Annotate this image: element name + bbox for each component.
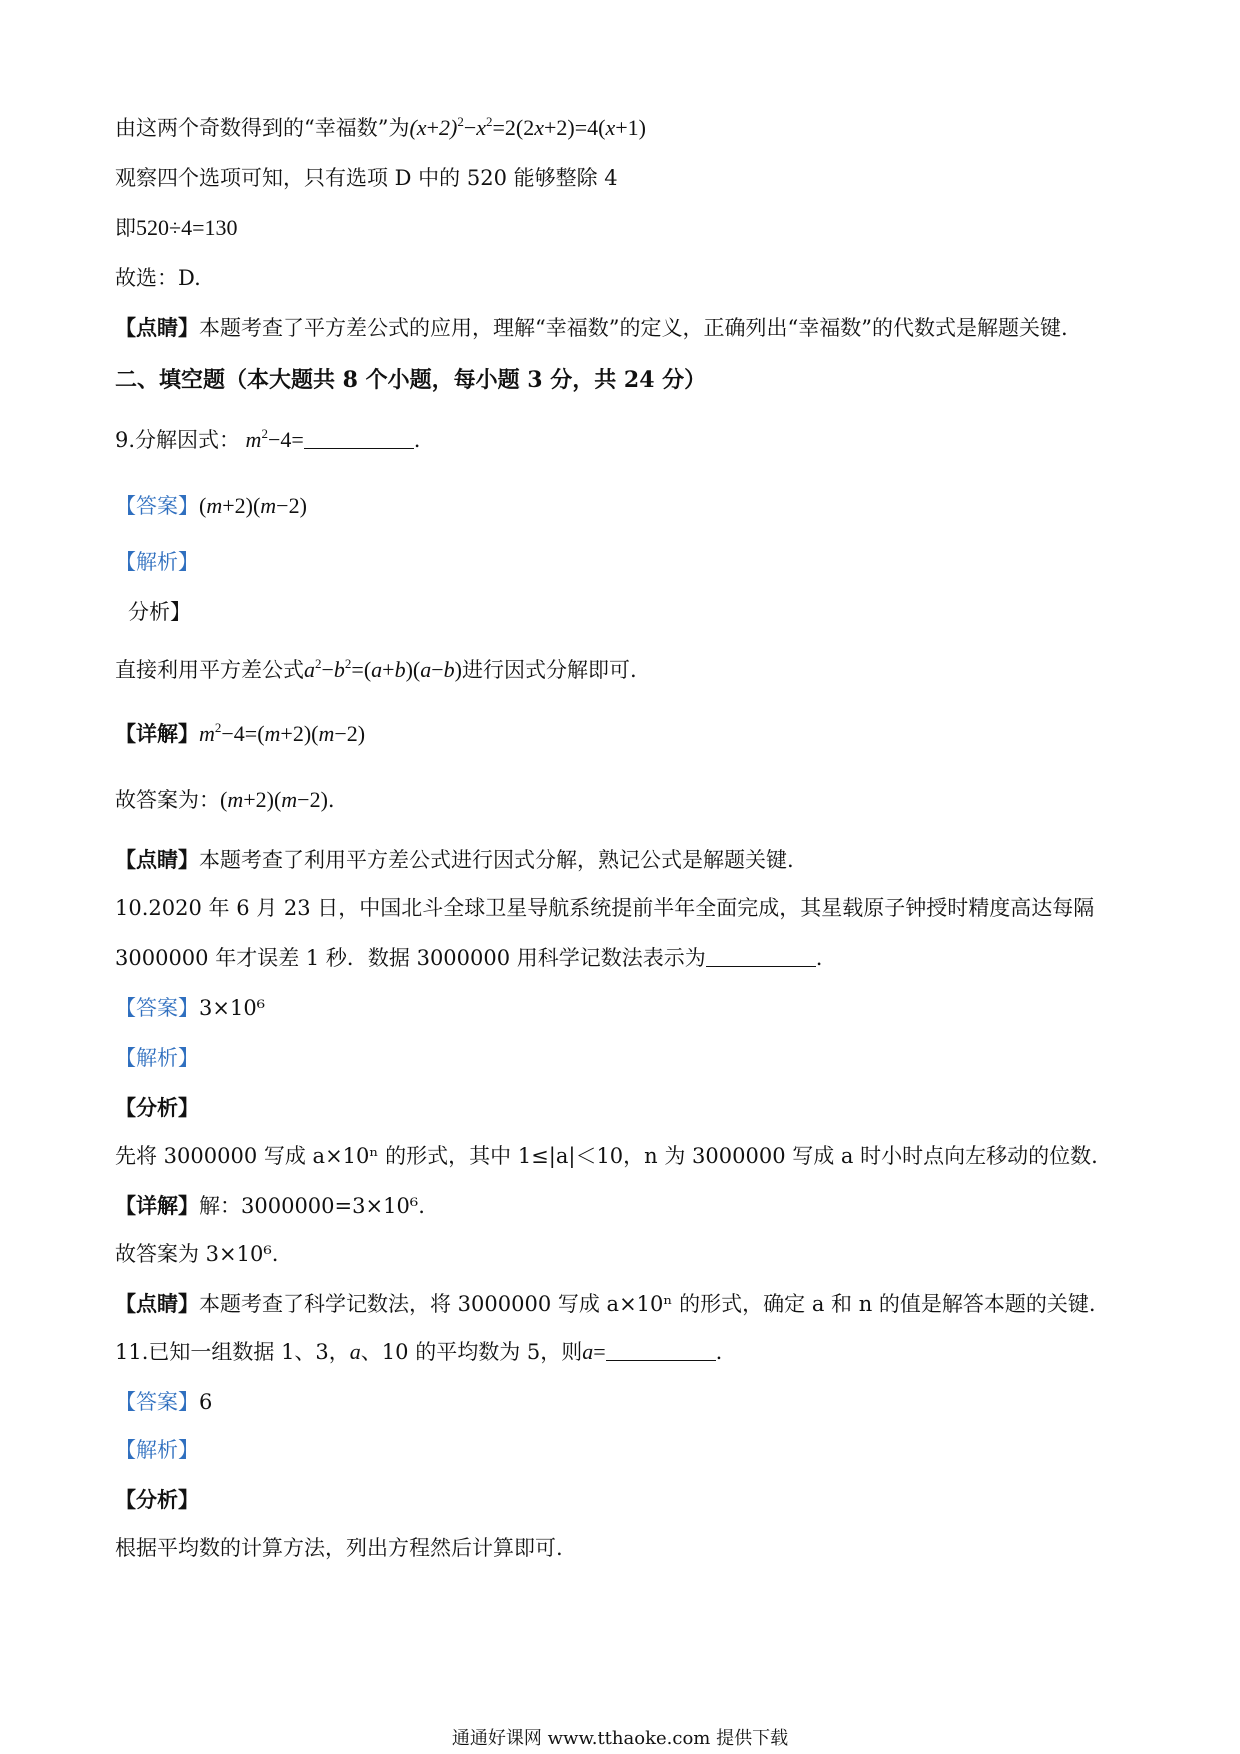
q11-sub-tag: 【分析】 — [115, 1487, 199, 1512]
q11-answer: 【答案】6 — [115, 1390, 213, 1414]
q10-answer: 【答案】3×10⁶ — [115, 996, 266, 1020]
q11-analysis: 根据平均数的计算方法，列出方程然后计算即可. — [115, 1536, 563, 1560]
q10-analysis: 先将 3000000 写成 a×10ⁿ 的形式，其中 1≤|a|＜10，n 为 3000000 写成 a 时小时点向左移动的位数. — [115, 1144, 1098, 1168]
q9-final: 故答案为：(m+2)(m−2). — [115, 787, 335, 812]
q10-analysis-tag: 【解析】 — [115, 1046, 199, 1070]
division-formula: 520÷4=130 — [136, 215, 238, 240]
intro-line-1: 由这两个奇数得到的“幸福数”为$(x+2)^2-x^2=2(2x+2)=4(x+1)$ — [115, 114, 646, 140]
choice-line: 故选：D. — [115, 266, 201, 290]
q11-formula: a= — [582, 1339, 606, 1364]
section-title: 二、填空题（本大题共 8 个小题，每小题 3 分，共 24 分） — [115, 367, 707, 393]
q10-review: 【点睛】本题考查了科学记数法，将 3000000 写成 a×10ⁿ 的形式，确定 a 和 n 的值是解答本题的关键. — [115, 1291, 1096, 1316]
happy-number-formula: $(x+2)^2-x^2=2(2x+2)=4(x+1)$ — [409, 114, 646, 140]
review-line-q8: 【点睛】本题考查了平方差公式的应用，理解“幸福数”的定义，正确列出“幸福数”的代数式是解题关键. — [115, 315, 1068, 340]
q9-detail: 【详解】$m^2-4=(m+2)(m-2)$ — [115, 720, 366, 746]
q11-variable: a — [349, 1339, 361, 1364]
q9-review: 【点睛】本题考查了利用平方差公式进行因式分解，熟记公式是解题关键. — [115, 847, 794, 872]
intro-line-3: 即520÷4=130 — [115, 215, 238, 240]
q10-answer-blank — [706, 944, 816, 967]
q9-detail-formula: $m^2-4=(m+2)(m-2)$ — [199, 720, 366, 746]
q11-answer-blank — [606, 1338, 716, 1361]
q11-question: 11.已知一组数据 1、3，a、10 的平均数为 5，则a= . — [115, 1339, 723, 1364]
q10-detail: 【详解】解：3000000=3×10⁶. — [115, 1193, 425, 1218]
q10-question-line1: 10.2020 年 6 月 23 日，中国北斗全球卫星导航系统提前半年全面完成，其星载原子钟授时精度高达每隔 — [115, 896, 1095, 920]
q9-answer: 【答案】(m+2)(m−2) — [115, 493, 307, 518]
q10-sub-tag: 【分析】 — [115, 1095, 199, 1120]
q9-formula: $m^2-4=$ — [240, 426, 304, 452]
q10-final: 故答案为 3×10⁶. — [115, 1242, 279, 1266]
q9-analysis: 直接利用平方差公式$a^2-b^2=(a+b)(a-b)$进行因式分解即可. — [115, 656, 637, 682]
q10-question-line2: 3000000 年才误差 1 秒．数据 3000000 用科学记数法表示为 . — [115, 946, 823, 970]
q9-analysis-tag: 【解析】 — [115, 550, 199, 574]
q9-final-formula: (m+2)(m−2) — [220, 787, 328, 812]
q9-answer-formula: (m+2)(m−2) — [199, 493, 307, 518]
q9-answer-blank — [304, 426, 414, 449]
q11-analysis-tag: 【解析】 — [115, 1438, 199, 1462]
q9-question: 9.分解因式： $m^2-4=$ . — [115, 426, 421, 452]
difference-of-squares-formula: $a^2-b^2=(a+b)(a-b)$ — [304, 656, 462, 682]
q9-sub-tag: 分析】 — [128, 600, 191, 624]
intro-line-2: 观察四个选项可知，只有选项 D 中的 520 能够整除 4 — [115, 166, 618, 190]
page-footer: 通通好课网 www.tthaoke.com 提供下载 — [451, 1728, 789, 1749]
